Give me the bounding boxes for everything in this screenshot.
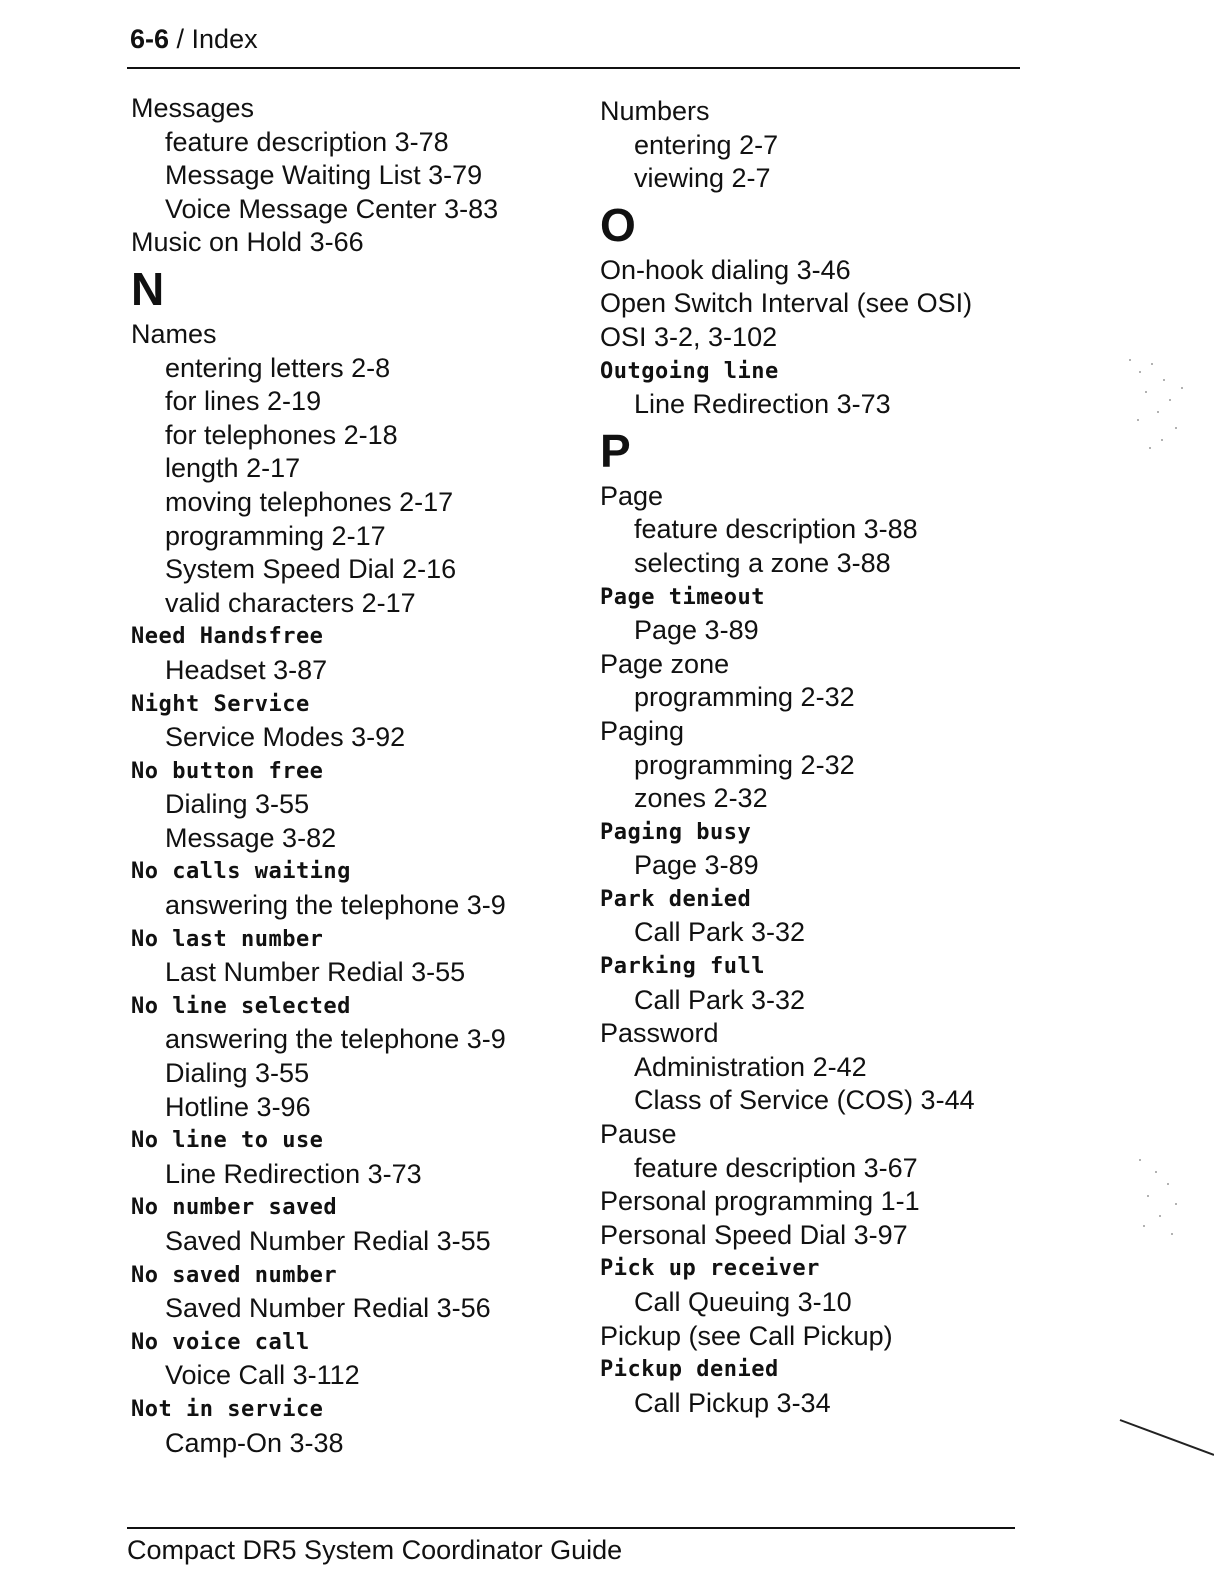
index-entry: Page — [600, 480, 664, 511]
index-subentry: moving telephones 2-17 — [165, 486, 454, 517]
index-subentry: feature description 3-88 — [634, 514, 918, 545]
index-entry: Pause — [600, 1119, 677, 1150]
index-entry: Open Switch Interval (see OSI) — [600, 288, 973, 319]
index-subentry: Voice Call 3-112 — [165, 1360, 360, 1391]
index-entry: On-hook dialing 3-46 — [600, 254, 851, 285]
index-subentry: programming 2-17 — [165, 520, 386, 551]
index-subentry: Saved Number Redial 3-55 — [165, 1226, 491, 1256]
index-subentry: Message 3-82 — [165, 822, 337, 853]
index-entry: Personal Speed Dial 3-97 — [600, 1219, 908, 1250]
index-subentry: answering the telephone 3-9 — [165, 890, 506, 921]
index-display-message: No calls waiting — [131, 859, 351, 885]
scan-artifacts — [1110, 300, 1214, 1500]
index-entry: Messages — [131, 93, 255, 123]
index-letter-heading: P — [600, 424, 631, 477]
footer-rule — [127, 1527, 1015, 1529]
index-subentry: answering the telephone 3-9 — [165, 1024, 506, 1055]
index-subentry: Hotline 3-96 — [165, 1091, 311, 1122]
index-subentry: programming 2-32 — [634, 682, 855, 713]
index-entry: Personal programming 1-1 — [600, 1186, 920, 1217]
index-column-left — [131, 92, 591, 1460]
index-subentry: Call Queuing 3-10 — [634, 1287, 852, 1317]
index-subentry: entering letters 2-8 — [165, 352, 391, 383]
index-display-message: Pick up receiver — [600, 1256, 820, 1282]
index-subentry: Dialing 3-55 — [165, 1058, 310, 1089]
page-footer: Compact DR5 System Coordinator Guide — [127, 1535, 623, 1565]
index-subentry: length 2-17 — [165, 453, 301, 484]
index-subentry: for telephones 2-18 — [165, 419, 398, 450]
index-subentry: feature description 3-67 — [634, 1152, 918, 1183]
index-entry: OSI 3-2, 3-102 — [600, 321, 778, 352]
index-entry: Music on Hold 3-66 — [131, 227, 364, 258]
index-display-message: Need Handsfree — [131, 624, 324, 650]
index-entry: Names — [131, 318, 217, 349]
index-display-message: Paging busy — [600, 819, 752, 845]
index-subentry: Call Park 3-32 — [634, 917, 806, 948]
index-subentry: selecting a zone 3-88 — [634, 547, 891, 578]
section-title: / Index — [169, 24, 258, 54]
index-display-message: Park denied — [600, 886, 752, 912]
index-subentry: Service Modes 3-92 — [165, 722, 406, 753]
page-header — [130, 22, 258, 56]
index-subentry: Headset 3-87 — [165, 654, 328, 685]
index-entry: Password — [600, 1018, 719, 1049]
index-subentry: Saved Number Redial 3-56 — [165, 1293, 491, 1324]
index-letter-heading: N — [131, 262, 165, 315]
index-display-message: Parking full — [600, 954, 765, 980]
index-entry: Paging — [600, 715, 685, 746]
index-display-message: Night Service — [131, 691, 310, 717]
index-subentry: Message Waiting List 3-79 — [165, 160, 483, 191]
index-subentry: Last Number Redial 3-55 — [165, 957, 466, 988]
index-subentry: Page 3-89 — [634, 850, 759, 881]
index-letter-heading: O — [600, 198, 636, 251]
index-display-message: Page timeout — [600, 584, 765, 610]
index-display-message: No saved number — [131, 1262, 338, 1288]
index-subentry: Page 3-89 — [634, 615, 759, 646]
index-display-message: No last number — [131, 926, 324, 952]
index-entry: Numbers — [600, 96, 710, 126]
index-subentry: programming 2-32 — [634, 749, 855, 780]
index-display-message: Not in service — [131, 1396, 324, 1422]
index-subentry: viewing 2-7 — [634, 163, 771, 194]
index-subentry: Line Redirection 3-73 — [165, 1158, 422, 1189]
index-subentry: valid characters 2-17 — [165, 587, 416, 618]
index-display-message: Outgoing line — [600, 358, 779, 384]
index-display-message: Pickup denied — [600, 1357, 779, 1383]
index-display-message: No voice call — [131, 1329, 310, 1355]
index-subentry: Administration 2-42 — [634, 1051, 867, 1082]
header-rule — [127, 67, 1020, 69]
index-subentry: feature description 3-78 — [165, 126, 449, 157]
index-subentry: Dialing 3-55 — [165, 789, 310, 820]
index-subentry: Line Redirection 3-73 — [634, 389, 891, 420]
index-column-right — [600, 95, 1060, 1420]
index-subentry: Call Pickup 3-34 — [634, 1387, 831, 1418]
index-subentry: zones 2-32 — [634, 783, 768, 814]
index-subentry: entering 2-7 — [634, 129, 779, 160]
index-subentry: Class of Service (COS) 3-44 — [634, 1085, 975, 1116]
index-display-message: No number saved — [131, 1195, 338, 1221]
index-display-message: No button free — [131, 758, 324, 784]
index-subentry: Voice Message Center 3-83 — [165, 193, 499, 224]
index-subentry: Call Park 3-32 — [634, 984, 806, 1015]
index-display-message: No line to use — [131, 1128, 324, 1154]
index-display-message: No line selected — [131, 993, 351, 1019]
index-entry: Page zone — [600, 648, 730, 679]
index-subentry: System Speed Dial 2-16 — [165, 554, 457, 585]
index-subentry: for lines 2-19 — [165, 386, 322, 417]
index-entry: Pickup (see Call Pickup) — [600, 1320, 893, 1351]
index-subentry: Camp-On 3-38 — [165, 1427, 344, 1458]
page-number: 6-6 — [130, 24, 170, 54]
